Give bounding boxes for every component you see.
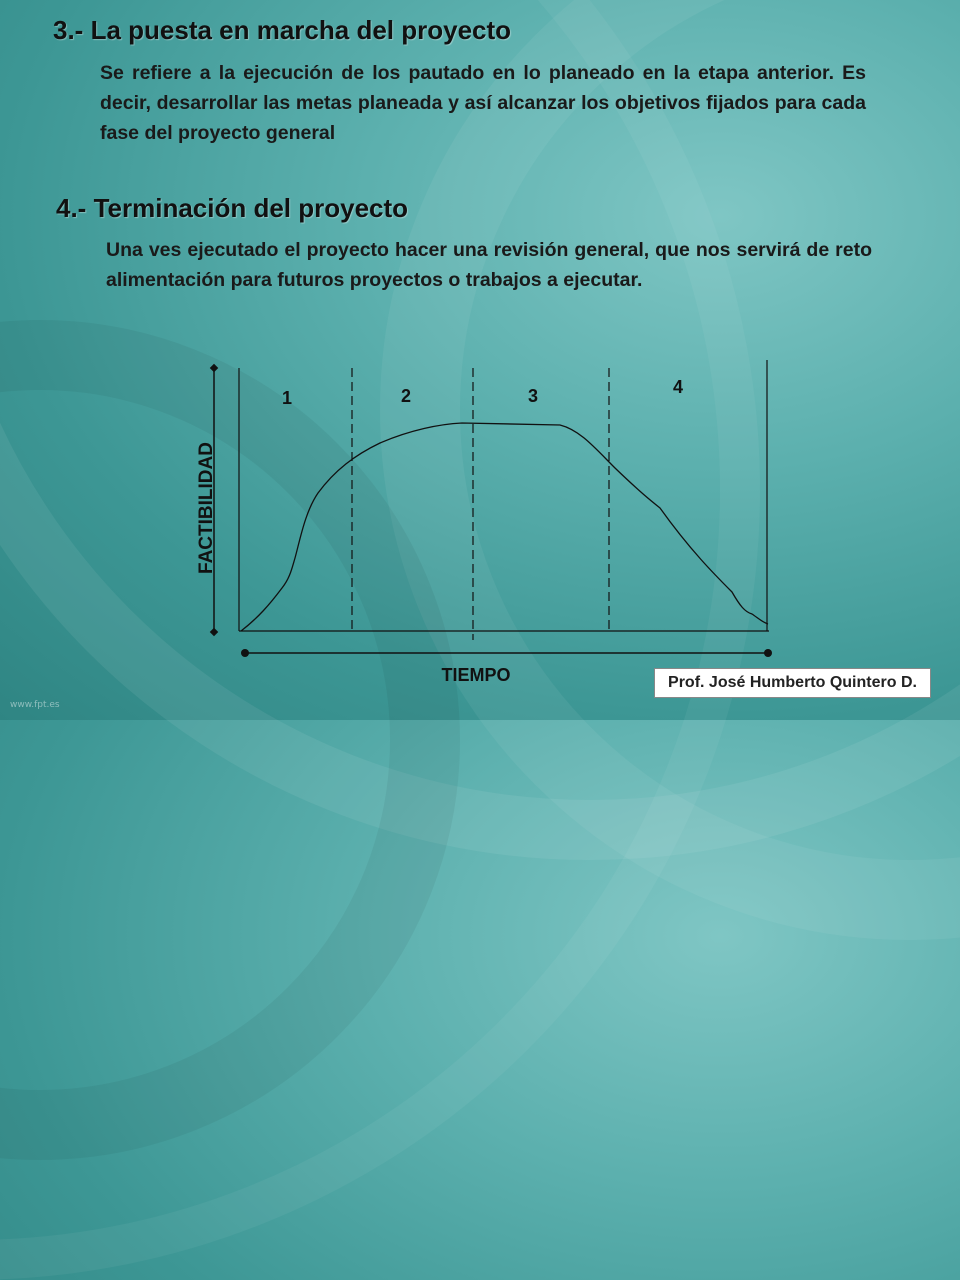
paragraph-line: Una ves ejecutado el proyecto hacer una revisión general, <box>106 239 650 261</box>
y-axis-label: FACTIBILIDAD <box>196 442 217 574</box>
time-axis-start-dot <box>241 649 249 657</box>
phase-label-2: 2 <box>400 386 412 406</box>
y-axis-bottom-marker <box>210 628 218 636</box>
paragraph-line: que nos servirá de reto alimentación para futuros proyectos <box>106 239 873 291</box>
paragraph-line: etapa anterior. Es decir, desarrollar las metas planeada y así <box>100 62 866 114</box>
feasibility-curve <box>241 423 768 631</box>
x-axis-label: TIEMPO <box>441 665 511 685</box>
y-axis-top-marker <box>210 364 218 372</box>
section-4-heading: 4.- Terminación del proyecto <box>56 193 409 223</box>
phase-label-1: 1 <box>281 388 293 408</box>
paragraph-line: Se refiere a la ejecución de los pautado en lo planeado en la <box>100 62 690 84</box>
author-signature-box: Prof. José Humberto Quintero D. <box>654 668 931 698</box>
paragraph-line: o trabajos a ejecutar. <box>448 269 643 291</box>
section-3-heading: 3.- La puesta en marcha del proyecto <box>53 15 512 45</box>
paragraph-line: alcanzar los objetivos fijados para cada fase del proyecto <box>100 92 866 144</box>
paragraph-line: general <box>265 122 336 144</box>
time-axis-end-dot <box>764 649 772 657</box>
watermark-text: www.fpt.es <box>10 700 60 710</box>
phase-label-4: 4 <box>672 377 684 397</box>
phase-label-3: 3 <box>527 386 539 406</box>
